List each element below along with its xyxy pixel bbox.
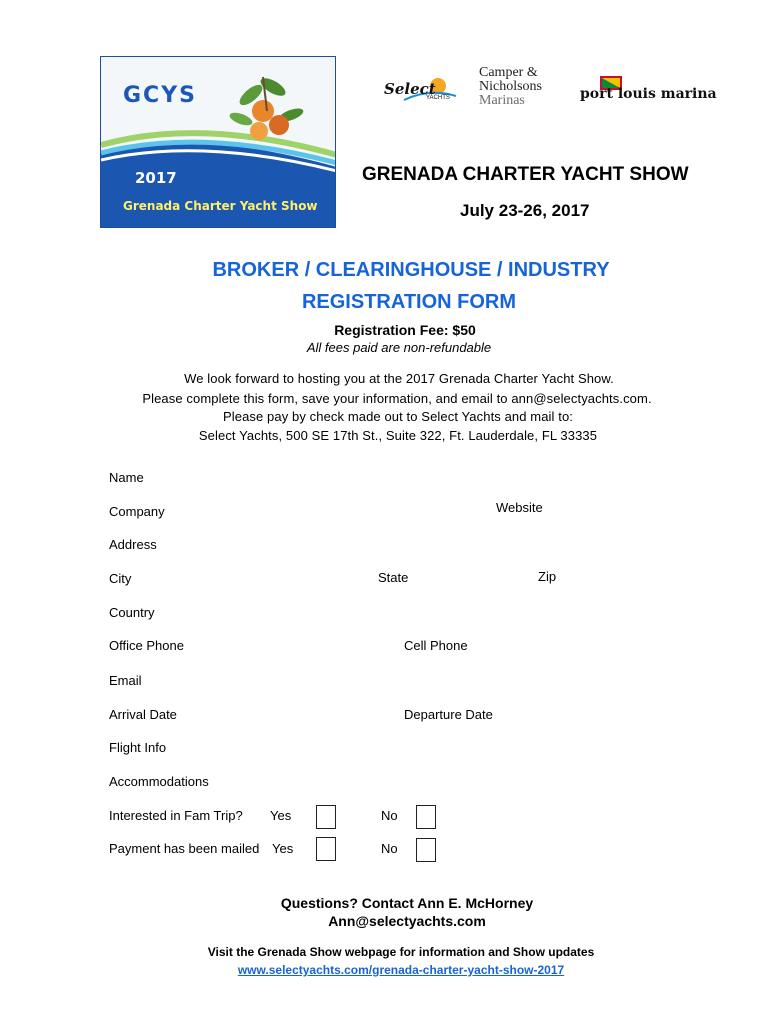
visit-text: Visit the Grenada Show webpage for information and Show updates: [207, 945, 595, 959]
show-webpage-link[interactable]: www.selectyachts.com/grenada-charter-yacht-show-2017: [237, 963, 565, 977]
flight-info-label: Flight Info: [109, 740, 167, 755]
arrival-date-label: Arrival Date: [109, 707, 177, 722]
zip-label: Zip: [538, 569, 557, 584]
name-label: Name: [109, 470, 144, 485]
payment-no-label: No: [381, 841, 398, 856]
office-phone-label: Office Phone: [109, 638, 184, 653]
email-label: Email: [109, 673, 142, 688]
payment-yes-checkbox[interactable]: [316, 837, 336, 861]
cn-line-3: Marinas: [479, 93, 525, 108]
show-dates: July 23-26, 2017: [460, 201, 590, 220]
fam-trip-yes-checkbox[interactable]: [316, 805, 336, 829]
logo-event-name: Grenada Charter Yacht Show: [123, 199, 318, 213]
fam-trip-no-checkbox[interactable]: [416, 805, 436, 829]
fam-trip-yes-label: Yes: [270, 808, 292, 823]
contact-email: Ann@selectyachts.com: [328, 913, 486, 929]
select-logo-text: Select: [384, 80, 436, 98]
gcys-event-logo: [100, 56, 336, 228]
form-title-line-1: BROKER / CLEARINGHOUSE / INDUSTRY: [212, 259, 610, 281]
city-label: City: [109, 571, 132, 586]
country-label: Country: [109, 605, 155, 620]
payment-yes-label: Yes: [272, 841, 294, 856]
intro-line-4: Select Yachts, 500 SE 17th St., Suite 322, Ft. Lauderdale, FL 33335: [198, 428, 598, 443]
payment-mailed-label: Payment has been mailed: [109, 841, 260, 856]
cell-phone-label: Cell Phone: [404, 638, 468, 653]
cn-line-1: Camper &: [479, 65, 538, 80]
fam-trip-label: Interested in Fam Trip?: [109, 808, 243, 823]
fam-trip-no-label: No: [381, 808, 398, 823]
registration-fee: Registration Fee: $50: [334, 322, 476, 338]
intro-line-1: We look forward to hosting you at the 2017 Grenada Charter Yacht Show.: [184, 371, 614, 386]
select-yachts-logo: [384, 74, 458, 108]
logo-acronym: GCYS: [123, 83, 197, 108]
state-label: State: [378, 570, 409, 585]
accommodations-label: Accommodations: [109, 774, 209, 789]
logo-year: 2017: [135, 169, 177, 187]
refund-note: All fees paid are non-refundable: [306, 340, 492, 355]
select-logo-sub: YACHTS: [426, 95, 450, 101]
website-label: Website: [496, 500, 543, 515]
show-title: GRENADA CHARTER YACHT SHOW: [362, 164, 689, 185]
address-label: Address: [109, 537, 157, 552]
departure-date-label: Departure Date: [404, 707, 493, 722]
contact-line: Questions? Contact Ann E. McHorney: [280, 895, 534, 911]
intro-line-3: Please pay by check made out to Select Yachts and mail to:: [222, 409, 573, 424]
form-title-line-2: REGISTRATION FORM: [301, 291, 517, 313]
port-louis-logo-text: port louis marina: [580, 86, 717, 102]
payment-no-checkbox[interactable]: [416, 838, 436, 862]
cn-line-2: Nicholsons: [479, 79, 542, 94]
intro-line-2: Please complete this form, save your information, and email to ann@selectyachts.com.: [142, 391, 652, 406]
port-louis-marina-logo: [580, 76, 717, 110]
camper-nicholsons-logo: [479, 66, 563, 122]
company-label: Company: [109, 504, 165, 519]
